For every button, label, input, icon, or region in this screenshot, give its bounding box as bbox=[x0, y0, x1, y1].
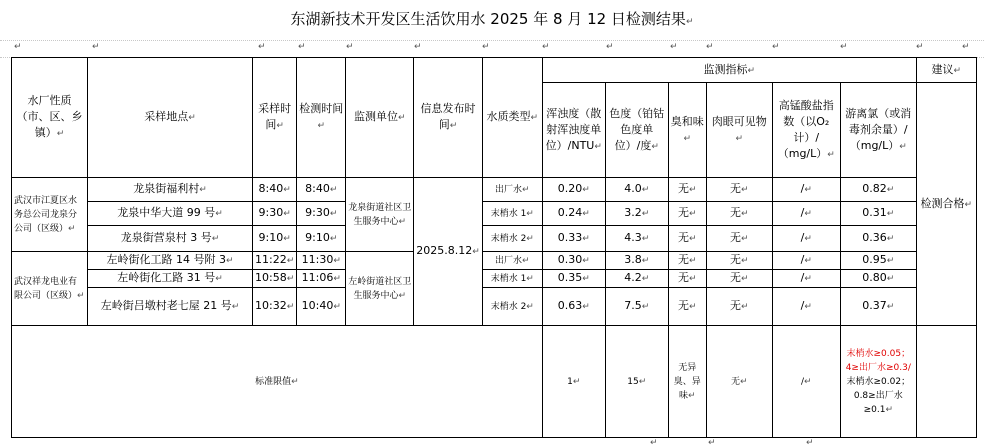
table-row bbox=[12, 226, 977, 252]
advice-cell: 检测合格↵ bbox=[916, 83, 976, 326]
location-cell: 龙泉中华大道 99 号↵ bbox=[88, 202, 253, 226]
limit-chlorine bbox=[840, 326, 916, 438]
permanganate-cell: /↵ bbox=[772, 202, 840, 226]
header-advice: 建议↵ bbox=[916, 58, 976, 83]
test-time-cell: 8:40↵ bbox=[297, 178, 346, 202]
turbidity-cell: 0.30↵ bbox=[542, 252, 605, 270]
limit-chlorine-black: 末梢水≥0.02；0.8≥出厂水≥0.1↵ bbox=[846, 376, 911, 415]
permanganate-cell: /↵ bbox=[772, 252, 840, 270]
sample-time-cell: 9:10↵ bbox=[253, 226, 297, 252]
header-chlorine: 游离氯（或消毒剂余量）/（mg/L）↵ bbox=[840, 83, 916, 178]
permanganate-cell: /↵ bbox=[772, 288, 840, 326]
visible-cell: 无↵ bbox=[706, 226, 772, 252]
permanganate-cell: /↵ bbox=[772, 226, 840, 252]
limits-label: 标准限值↵ bbox=[12, 326, 543, 438]
unit-cell: 左岭街道社区卫生服务中心↵ bbox=[346, 252, 414, 326]
chlorine-cell: 0.82↵ bbox=[840, 178, 916, 202]
page-title: 东湖新技术开发区生活饮用水 2025 年 8 月 12 日检测结果↵ bbox=[290, 10, 694, 28]
header-sample-time: 采样时间↵ bbox=[253, 58, 297, 178]
color-cell: 3.2↵ bbox=[605, 202, 668, 226]
permanganate-cell: /↵ bbox=[772, 178, 840, 202]
odor-cell: 无↵ bbox=[668, 202, 706, 226]
table-row bbox=[12, 288, 977, 326]
turbidity-cell: 0.24↵ bbox=[542, 202, 605, 226]
cut-off-mark: ↵ bbox=[708, 438, 716, 448]
test-time-cell: 10:40↵ bbox=[297, 288, 346, 326]
water-type-cell: 末梢水 1↵ bbox=[482, 202, 542, 226]
table-ruler: ↵ ↵ ↵ ↵ ↵ ↵ ↵ ↵ ↵ ↵ ↵ ↵ ↵ ↵ ↵ bbox=[0, 40, 984, 58]
header-indicators: 监测指标↵ bbox=[542, 58, 916, 83]
cut-off-mark: ↵ bbox=[806, 438, 814, 448]
odor-cell: 无↵ bbox=[668, 270, 706, 288]
table-row bbox=[12, 202, 977, 226]
visible-cell: 无↵ bbox=[706, 252, 772, 270]
chlorine-cell: 0.36↵ bbox=[840, 226, 916, 252]
visible-cell: 无↵ bbox=[706, 202, 772, 226]
turbidity-cell: 0.33↵ bbox=[542, 226, 605, 252]
unit-cell: 龙泉街道社区卫生服务中心↵ bbox=[346, 178, 414, 252]
header-visible: 肉眼可见物↵ bbox=[706, 83, 772, 178]
plant-cell: 武汉祥龙电业有限公司（区级）↵ bbox=[12, 252, 88, 326]
chlorine-cell: 0.80↵ bbox=[840, 270, 916, 288]
limit-turbidity: 1↵ bbox=[542, 326, 605, 438]
limit-odor: 无异臭、异味↵ bbox=[668, 326, 706, 438]
color-cell: 7.5↵ bbox=[605, 288, 668, 326]
color-cell: 3.8↵ bbox=[605, 252, 668, 270]
sample-time-cell: 11:22↵ bbox=[253, 252, 297, 270]
location-cell: 龙泉街营泉村 3 号↵ bbox=[88, 226, 253, 252]
header-location: 采样地点↵ bbox=[88, 58, 253, 178]
test-time-cell: 9:10↵ bbox=[297, 226, 346, 252]
turbidity-cell: 0.20↵ bbox=[542, 178, 605, 202]
test-time-cell: 11:30↵ bbox=[297, 252, 346, 270]
turbidity-cell: 0.63↵ bbox=[542, 288, 605, 326]
header-color: 色度（铂钴色度单位）/度↵ bbox=[605, 83, 668, 178]
odor-cell: 无↵ bbox=[668, 226, 706, 252]
visible-cell: 无↵ bbox=[706, 178, 772, 202]
location-cell: 左岭街吕墩村老七屋 21 号↵ bbox=[88, 288, 253, 326]
test-time-cell: 11:06↵ bbox=[297, 270, 346, 288]
color-cell: 4.2↵ bbox=[605, 270, 668, 288]
header-turbidity: 浑浊度（散射浑浊度单位）/NTU↵ bbox=[542, 83, 605, 178]
limits-advice-cell bbox=[916, 326, 976, 438]
results-table bbox=[11, 57, 977, 438]
sample-time-cell: 9:30↵ bbox=[253, 202, 297, 226]
publish-date-cell: 2025.8.12↵ bbox=[414, 178, 483, 326]
color-cell: 4.3↵ bbox=[605, 226, 668, 252]
odor-cell: 无↵ bbox=[668, 252, 706, 270]
limit-visible: 无↵ bbox=[706, 326, 772, 438]
test-time-cell: 9:30↵ bbox=[297, 202, 346, 226]
header-publish-time: 信息发布时间↵ bbox=[414, 58, 483, 178]
visible-cell: 无↵ bbox=[706, 288, 772, 326]
water-type-cell: 出厂水↵ bbox=[482, 178, 542, 202]
water-type-cell: 末梢水 2↵ bbox=[482, 288, 542, 326]
header-water-type: 水质类型↵ bbox=[482, 58, 542, 178]
location-cell: 左岭街化工路 14 号附 3↵ bbox=[88, 252, 253, 270]
header-permanganate: 高锰酸盐指数（以O₂计）/（mg/L）↵ bbox=[772, 83, 840, 178]
table-row bbox=[12, 270, 977, 288]
header-plant-type: 水厂性质（市、区、乡镇）↵ bbox=[12, 58, 88, 178]
visible-cell: 无↵ bbox=[706, 270, 772, 288]
color-cell: 4.0↵ bbox=[605, 178, 668, 202]
header-test-time: 检测时间↵ bbox=[297, 58, 346, 178]
water-type-cell: 出厂水↵ bbox=[482, 252, 542, 270]
cut-off-mark: ↵ bbox=[650, 438, 658, 448]
water-type-cell: 末梢水 1↵ bbox=[482, 270, 542, 288]
limit-color: 15↵ bbox=[605, 326, 668, 438]
odor-cell: 无↵ bbox=[668, 178, 706, 202]
limit-permanganate: /↵ bbox=[772, 326, 840, 438]
chlorine-cell: 0.95↵ bbox=[840, 252, 916, 270]
chlorine-cell: 0.31↵ bbox=[840, 202, 916, 226]
sample-time-cell: 10:32↵ bbox=[253, 288, 297, 326]
turbidity-cell: 0.35↵ bbox=[542, 270, 605, 288]
table-row bbox=[12, 252, 977, 270]
sample-time-cell: 8:40↵ bbox=[253, 178, 297, 202]
header-unit: 监测单位↵ bbox=[346, 58, 414, 178]
location-cell: 龙泉街福利村↵ bbox=[88, 178, 253, 202]
limits-row bbox=[12, 326, 977, 438]
sample-time-cell: 10:58↵ bbox=[253, 270, 297, 288]
header-odor: 臭和味↵ bbox=[668, 83, 706, 178]
water-type-cell: 末梢水 2↵ bbox=[482, 226, 542, 252]
location-cell: 左岭街化工路 31 号↵ bbox=[88, 270, 253, 288]
permanganate-cell: /↵ bbox=[772, 270, 840, 288]
plant-cell: 武汉市江夏区水务总公司龙泉分公司（区级）↵ bbox=[12, 178, 88, 252]
chlorine-cell: 0.37↵ bbox=[840, 288, 916, 326]
limit-chlorine-red: 末梢水≥0.05；4≥出厂水≥0.3/ bbox=[845, 348, 911, 373]
table-row bbox=[12, 178, 977, 202]
odor-cell: 无↵ bbox=[668, 288, 706, 326]
